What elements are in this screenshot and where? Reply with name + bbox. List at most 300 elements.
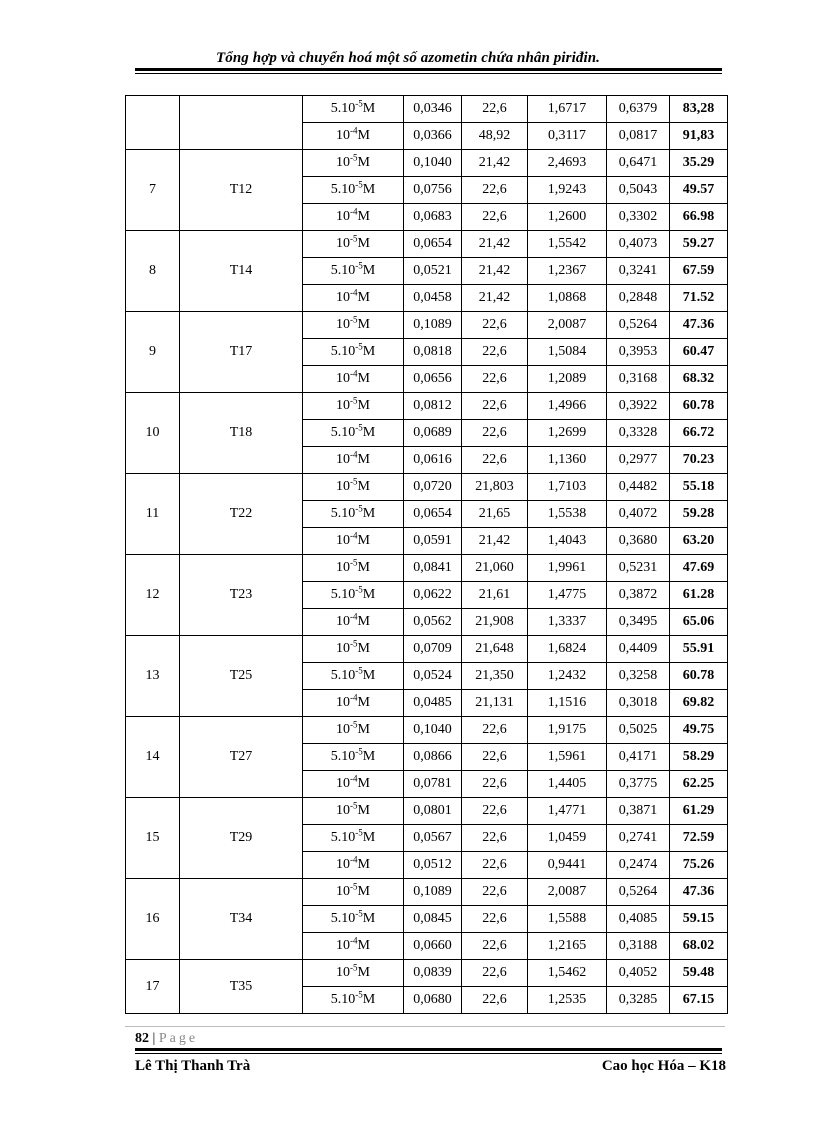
concentration-exponent: -5 <box>355 989 363 1000</box>
concentration-unit: M <box>357 884 370 899</box>
sample-number-cell: 17 <box>126 960 180 1014</box>
value-cell-4: 0,4073 <box>607 231 670 258</box>
header-rule-thin <box>135 73 722 74</box>
value-cell-4: 0,3495 <box>607 609 670 636</box>
footer-rule-thin <box>135 1053 722 1054</box>
value-cell-4: 0,3872 <box>607 582 670 609</box>
value-cell-1: 0,0512 <box>404 852 462 879</box>
concentration-unit: M <box>362 749 376 764</box>
efficiency-cell: 60.78 <box>670 393 728 420</box>
value-cell-4: 0,2741 <box>607 825 670 852</box>
concentration-base: 10 <box>336 884 351 899</box>
concentration-cell <box>303 339 404 366</box>
concentration-exponent: -4 <box>350 125 358 136</box>
concentration-exponent: -5 <box>355 827 363 838</box>
value-cell-2: 21,350 <box>462 663 528 690</box>
value-cell-3: 1,6717 <box>528 96 607 123</box>
concentration-base: 10 <box>336 452 351 467</box>
concentration-base: 5.10 <box>330 182 356 197</box>
concentration-unit: M <box>362 506 376 521</box>
efficiency-cell: 59.48 <box>670 960 728 987</box>
value-cell-2: 22,6 <box>462 960 528 987</box>
table-row <box>126 717 728 744</box>
concentration-exponent: -5 <box>355 746 363 757</box>
value-cell-3: 1,4966 <box>528 393 607 420</box>
concentration-cell <box>303 798 404 825</box>
concentration-base: 5.10 <box>330 749 356 764</box>
value-cell-1: 0,0616 <box>404 447 462 474</box>
value-cell-4: 0,3871 <box>607 798 670 825</box>
sample-number-cell: 10 <box>126 393 180 474</box>
efficiency-cell: 70.23 <box>670 447 728 474</box>
table-row <box>126 312 728 339</box>
value-cell-3: 1,4771 <box>528 798 607 825</box>
page-number-line <box>135 1031 198 1047</box>
concentration-exponent: -4 <box>350 773 358 784</box>
concentration-unit: M <box>357 614 370 629</box>
concentration-exponent: -5 <box>350 395 358 406</box>
table-row <box>126 393 728 420</box>
sample-number-cell: 12 <box>126 555 180 636</box>
concentration-base: 5.10 <box>330 263 356 278</box>
value-cell-3: 1,2165 <box>528 933 607 960</box>
concentration-base: 10 <box>336 560 351 575</box>
concentration-base: 10 <box>336 938 351 953</box>
efficiency-cell: 49.75 <box>670 717 728 744</box>
concentration-unit: M <box>357 128 370 143</box>
concentration-base: 10 <box>336 776 351 791</box>
concentration-cell <box>303 420 404 447</box>
value-cell-1: 0,0458 <box>404 285 462 312</box>
value-cell-4: 0,3328 <box>607 420 670 447</box>
page-separator: | <box>149 1031 159 1046</box>
concentration-unit: M <box>362 830 376 845</box>
page-number: 82 <box>135 1031 149 1046</box>
concentration-base: 10 <box>336 614 351 629</box>
value-cell-1: 0,0720 <box>404 474 462 501</box>
value-cell-2: 22,6 <box>462 177 528 204</box>
concentration-base: 5.10 <box>330 425 356 440</box>
concentration-unit: M <box>362 182 376 197</box>
efficiency-cell: 60.78 <box>670 663 728 690</box>
concentration-cell <box>303 366 404 393</box>
value-cell-2: 22,6 <box>462 393 528 420</box>
value-cell-4: 0,4085 <box>607 906 670 933</box>
concentration-base: 10 <box>336 965 351 980</box>
concentration-cell <box>303 582 404 609</box>
value-cell-1: 0,0562 <box>404 609 462 636</box>
value-cell-4: 0,3168 <box>607 366 670 393</box>
value-cell-1: 0,0567 <box>404 825 462 852</box>
value-cell-2: 21,65 <box>462 501 528 528</box>
concentration-base: 10 <box>336 128 351 143</box>
value-cell-3: 1,5588 <box>528 906 607 933</box>
value-cell-1: 0,0839 <box>404 960 462 987</box>
concentration-exponent: -5 <box>350 557 358 568</box>
sample-number-cell <box>126 96 180 150</box>
concentration-exponent: -5 <box>350 962 358 973</box>
value-cell-2: 21,42 <box>462 258 528 285</box>
efficiency-cell: 69.82 <box>670 690 728 717</box>
concentration-unit: M <box>357 371 370 386</box>
efficiency-cell: 60.47 <box>670 339 728 366</box>
concentration-cell <box>303 744 404 771</box>
concentration-exponent: -5 <box>355 179 363 190</box>
value-cell-3: 2,4693 <box>528 150 607 177</box>
concentration-cell <box>303 879 404 906</box>
efficiency-cell: 68.02 <box>670 933 728 960</box>
compound-code-cell: T23 <box>180 555 303 636</box>
value-cell-3: 1,7103 <box>528 474 607 501</box>
efficiency-cell: 59.28 <box>670 501 728 528</box>
compound-code-cell: T18 <box>180 393 303 474</box>
concentration-exponent: -4 <box>350 530 358 541</box>
value-cell-4: 0,5264 <box>607 312 670 339</box>
value-cell-1: 0,0866 <box>404 744 462 771</box>
value-cell-4: 0,3922 <box>607 393 670 420</box>
value-cell-2: 21,42 <box>462 231 528 258</box>
concentration-cell <box>303 960 404 987</box>
compound-code-cell: T17 <box>180 312 303 393</box>
sample-number-cell: 8 <box>126 231 180 312</box>
value-cell-1: 0,0709 <box>404 636 462 663</box>
concentration-cell <box>303 501 404 528</box>
efficiency-cell: 71.52 <box>670 285 728 312</box>
efficiency-cell: 65.06 <box>670 609 728 636</box>
value-cell-2: 21,908 <box>462 609 528 636</box>
value-cell-1: 0,0812 <box>404 393 462 420</box>
concentration-exponent: -5 <box>350 314 358 325</box>
value-cell-1: 0,0524 <box>404 663 462 690</box>
efficiency-cell: 67.59 <box>670 258 728 285</box>
concentration-unit: M <box>357 857 370 872</box>
concentration-unit: M <box>357 533 370 548</box>
value-cell-1: 0,0485 <box>404 690 462 717</box>
concentration-cell <box>303 204 404 231</box>
concentration-exponent: -5 <box>350 719 358 730</box>
value-cell-1: 0,0781 <box>404 771 462 798</box>
compound-code-cell: T22 <box>180 474 303 555</box>
concentration-base: 5.10 <box>330 101 356 116</box>
value-cell-3: 1,1360 <box>528 447 607 474</box>
value-cell-2: 22,6 <box>462 420 528 447</box>
table-row <box>126 960 728 987</box>
value-cell-2: 22,6 <box>462 447 528 474</box>
concentration-unit: M <box>362 668 376 683</box>
concentration-base: 10 <box>336 857 351 872</box>
value-cell-4: 0,5231 <box>607 555 670 582</box>
compound-code-cell: T12 <box>180 150 303 231</box>
value-cell-2: 22,6 <box>462 933 528 960</box>
efficiency-cell: 68.32 <box>670 366 728 393</box>
efficiency-cell: 83,28 <box>670 96 728 123</box>
value-cell-3: 1,2367 <box>528 258 607 285</box>
value-cell-2: 22,6 <box>462 987 528 1014</box>
value-cell-2: 48,92 <box>462 123 528 150</box>
concentration-base: 10 <box>336 155 351 170</box>
efficiency-cell: 67.15 <box>670 987 728 1014</box>
value-cell-3: 1,2535 <box>528 987 607 1014</box>
value-cell-2: 22,6 <box>462 204 528 231</box>
concentration-base: 10 <box>336 398 351 413</box>
header-rule-thick <box>135 68 722 71</box>
value-cell-3: 1,4043 <box>528 528 607 555</box>
efficiency-cell: 55.18 <box>670 474 728 501</box>
value-cell-4: 0,3188 <box>607 933 670 960</box>
concentration-exponent: -4 <box>350 368 358 379</box>
value-cell-3: 1,5961 <box>528 744 607 771</box>
concentration-cell <box>303 258 404 285</box>
concentration-unit: M <box>357 776 370 791</box>
value-cell-1: 0,0801 <box>404 798 462 825</box>
value-cell-3: 1,0459 <box>528 825 607 852</box>
table-row <box>126 150 728 177</box>
value-cell-1: 0,0818 <box>404 339 462 366</box>
value-cell-2: 21,42 <box>462 285 528 312</box>
concentration-unit: M <box>357 290 370 305</box>
value-cell-3: 1,4775 <box>528 582 607 609</box>
concentration-exponent: -5 <box>355 908 363 919</box>
value-cell-2: 21,060 <box>462 555 528 582</box>
value-cell-1: 0,0622 <box>404 582 462 609</box>
concentration-base: 10 <box>336 371 351 386</box>
concentration-cell <box>303 555 404 582</box>
concentration-cell <box>303 474 404 501</box>
sample-number-cell: 13 <box>126 636 180 717</box>
efficiency-cell: 55.91 <box>670 636 728 663</box>
value-cell-3: 1,5538 <box>528 501 607 528</box>
concentration-cell <box>303 231 404 258</box>
concentration-unit: M <box>357 641 370 656</box>
value-cell-1: 0,0689 <box>404 420 462 447</box>
concentration-unit: M <box>362 992 376 1007</box>
value-cell-3: 1,2432 <box>528 663 607 690</box>
value-cell-2: 22,6 <box>462 744 528 771</box>
value-cell-1: 0,0656 <box>404 366 462 393</box>
concentration-exponent: -5 <box>350 638 358 649</box>
concentration-cell <box>303 150 404 177</box>
concentration-unit: M <box>357 479 370 494</box>
value-cell-4: 0,3241 <box>607 258 670 285</box>
value-cell-1: 0,0841 <box>404 555 462 582</box>
value-cell-4: 0,2977 <box>607 447 670 474</box>
efficiency-cell: 47.69 <box>670 555 728 582</box>
value-cell-3: 0,9441 <box>528 852 607 879</box>
concentration-unit: M <box>357 803 370 818</box>
value-cell-1: 0,0660 <box>404 933 462 960</box>
value-cell-3: 1,3337 <box>528 609 607 636</box>
value-cell-1: 0,0845 <box>404 906 462 933</box>
efficiency-cell: 49.57 <box>670 177 728 204</box>
concentration-cell <box>303 528 404 555</box>
concentration-cell <box>303 123 404 150</box>
concentration-cell <box>303 609 404 636</box>
sample-number-cell: 11 <box>126 474 180 555</box>
concentration-cell <box>303 987 404 1014</box>
concentration-base: 10 <box>336 317 351 332</box>
concentration-cell <box>303 96 404 123</box>
concentration-unit: M <box>362 263 376 278</box>
concentration-exponent: -5 <box>350 881 358 892</box>
value-cell-3: 0,3117 <box>528 123 607 150</box>
sample-number-cell: 14 <box>126 717 180 798</box>
value-cell-2: 21,42 <box>462 528 528 555</box>
compound-code-cell: T25 <box>180 636 303 717</box>
concentration-base: 5.10 <box>330 344 356 359</box>
concentration-cell <box>303 447 404 474</box>
value-cell-3: 1,2699 <box>528 420 607 447</box>
value-cell-1: 0,0654 <box>404 231 462 258</box>
efficiency-cell: 75.26 <box>670 852 728 879</box>
value-cell-4: 0,4072 <box>607 501 670 528</box>
value-cell-4: 0,4052 <box>607 960 670 987</box>
concentration-unit: M <box>362 587 376 602</box>
concentration-base: 5.10 <box>330 992 356 1007</box>
value-cell-2: 22,6 <box>462 366 528 393</box>
concentration-base: 10 <box>336 722 351 737</box>
efficiency-cell: 35.29 <box>670 150 728 177</box>
concentration-cell <box>303 312 404 339</box>
value-cell-3: 1,5084 <box>528 339 607 366</box>
concentration-base: 5.10 <box>330 587 356 602</box>
concentration-cell <box>303 690 404 717</box>
value-cell-3: 1,6824 <box>528 636 607 663</box>
value-cell-4: 0,3285 <box>607 987 670 1014</box>
value-cell-3: 1,9175 <box>528 717 607 744</box>
table-row <box>126 555 728 582</box>
value-cell-2: 21,61 <box>462 582 528 609</box>
value-cell-2: 22,6 <box>462 771 528 798</box>
value-cell-3: 1,1516 <box>528 690 607 717</box>
sample-number-cell: 15 <box>126 798 180 879</box>
concentration-unit: M <box>357 938 370 953</box>
table-row <box>126 636 728 663</box>
concentration-base: 5.10 <box>330 506 356 521</box>
concentration-exponent: -5 <box>355 503 363 514</box>
value-cell-4: 0,2474 <box>607 852 670 879</box>
efficiency-cell: 72.59 <box>670 825 728 852</box>
value-cell-1: 0,0591 <box>404 528 462 555</box>
compound-code-cell <box>180 96 303 150</box>
table-row <box>126 879 728 906</box>
data-table <box>125 95 728 1014</box>
efficiency-cell: 47.36 <box>670 879 728 906</box>
value-cell-4: 0,4409 <box>607 636 670 663</box>
value-cell-1: 0,0756 <box>404 177 462 204</box>
concentration-base: 10 <box>336 641 351 656</box>
concentration-exponent: -4 <box>350 692 358 703</box>
value-cell-2: 21,42 <box>462 150 528 177</box>
table-row <box>126 474 728 501</box>
concentration-exponent: -4 <box>350 206 358 217</box>
value-cell-4: 0,0817 <box>607 123 670 150</box>
concentration-cell <box>303 906 404 933</box>
value-cell-1: 0,0683 <box>404 204 462 231</box>
value-cell-3: 2,0087 <box>528 879 607 906</box>
concentration-unit: M <box>357 695 370 710</box>
value-cell-4: 0,5043 <box>607 177 670 204</box>
concentration-cell <box>303 177 404 204</box>
concentration-unit: M <box>357 209 370 224</box>
value-cell-4: 0,2848 <box>607 285 670 312</box>
concentration-unit: M <box>362 425 376 440</box>
footer-program: Cao học Hóa – K18 <box>601 1058 726 1074</box>
footer-rule-thick <box>135 1048 722 1051</box>
concentration-unit: M <box>362 911 376 926</box>
value-cell-2: 21,131 <box>462 690 528 717</box>
efficiency-cell: 59.15 <box>670 906 728 933</box>
value-cell-3: 1,9243 <box>528 177 607 204</box>
concentration-cell <box>303 852 404 879</box>
value-cell-2: 22,6 <box>462 906 528 933</box>
efficiency-cell: 61.29 <box>670 798 728 825</box>
concentration-cell <box>303 825 404 852</box>
value-cell-4: 0,3302 <box>607 204 670 231</box>
value-cell-4: 0,5264 <box>607 879 670 906</box>
concentration-unit: M <box>362 344 376 359</box>
concentration-exponent: -5 <box>355 98 363 109</box>
value-cell-4: 0,5025 <box>607 717 670 744</box>
value-cell-2: 22,6 <box>462 339 528 366</box>
value-cell-4: 0,6379 <box>607 96 670 123</box>
value-cell-1: 0,0654 <box>404 501 462 528</box>
header-title: Tổng hợp và chuyển hoá một số azometin chứa nhân piriđin. <box>215 50 601 66</box>
value-cell-3: 2,0087 <box>528 312 607 339</box>
efficiency-cell: 66.98 <box>670 204 728 231</box>
concentration-base: 5.10 <box>330 668 356 683</box>
concentration-base: 10 <box>336 803 351 818</box>
concentration-unit: M <box>357 155 370 170</box>
value-cell-1: 0,1089 <box>404 879 462 906</box>
concentration-cell <box>303 933 404 960</box>
concentration-unit: M <box>357 236 370 251</box>
concentration-exponent: -5 <box>355 260 363 271</box>
value-cell-4: 0,3680 <box>607 528 670 555</box>
compound-code-cell: T27 <box>180 717 303 798</box>
concentration-exponent: -5 <box>350 476 358 487</box>
table-body <box>126 96 728 1014</box>
value-cell-3: 1,5462 <box>528 960 607 987</box>
concentration-unit: M <box>357 560 370 575</box>
concentration-cell <box>303 285 404 312</box>
concentration-cell <box>303 771 404 798</box>
value-cell-1: 0,1089 <box>404 312 462 339</box>
value-cell-4: 0,3775 <box>607 771 670 798</box>
value-cell-2: 21,648 <box>462 636 528 663</box>
value-cell-4: 0,3953 <box>607 339 670 366</box>
efficiency-cell: 58.29 <box>670 744 728 771</box>
efficiency-cell: 62.25 <box>670 771 728 798</box>
value-cell-2: 21,803 <box>462 474 528 501</box>
value-cell-4: 0,3258 <box>607 663 670 690</box>
concentration-unit: M <box>357 965 370 980</box>
compound-code-cell: T29 <box>180 798 303 879</box>
value-cell-3: 1,9961 <box>528 555 607 582</box>
value-cell-2: 22,6 <box>462 717 528 744</box>
compound-code-cell: T34 <box>180 879 303 960</box>
value-cell-1: 0,1040 <box>404 150 462 177</box>
concentration-cell <box>303 717 404 744</box>
value-cell-3: 1,0868 <box>528 285 607 312</box>
concentration-base: 10 <box>336 479 351 494</box>
concentration-unit: M <box>357 317 370 332</box>
efficiency-cell: 59.27 <box>670 231 728 258</box>
value-cell-2: 22,6 <box>462 825 528 852</box>
value-cell-1: 0,0366 <box>404 123 462 150</box>
concentration-exponent: -5 <box>355 341 363 352</box>
table-row <box>126 96 728 123</box>
efficiency-cell: 61.28 <box>670 582 728 609</box>
